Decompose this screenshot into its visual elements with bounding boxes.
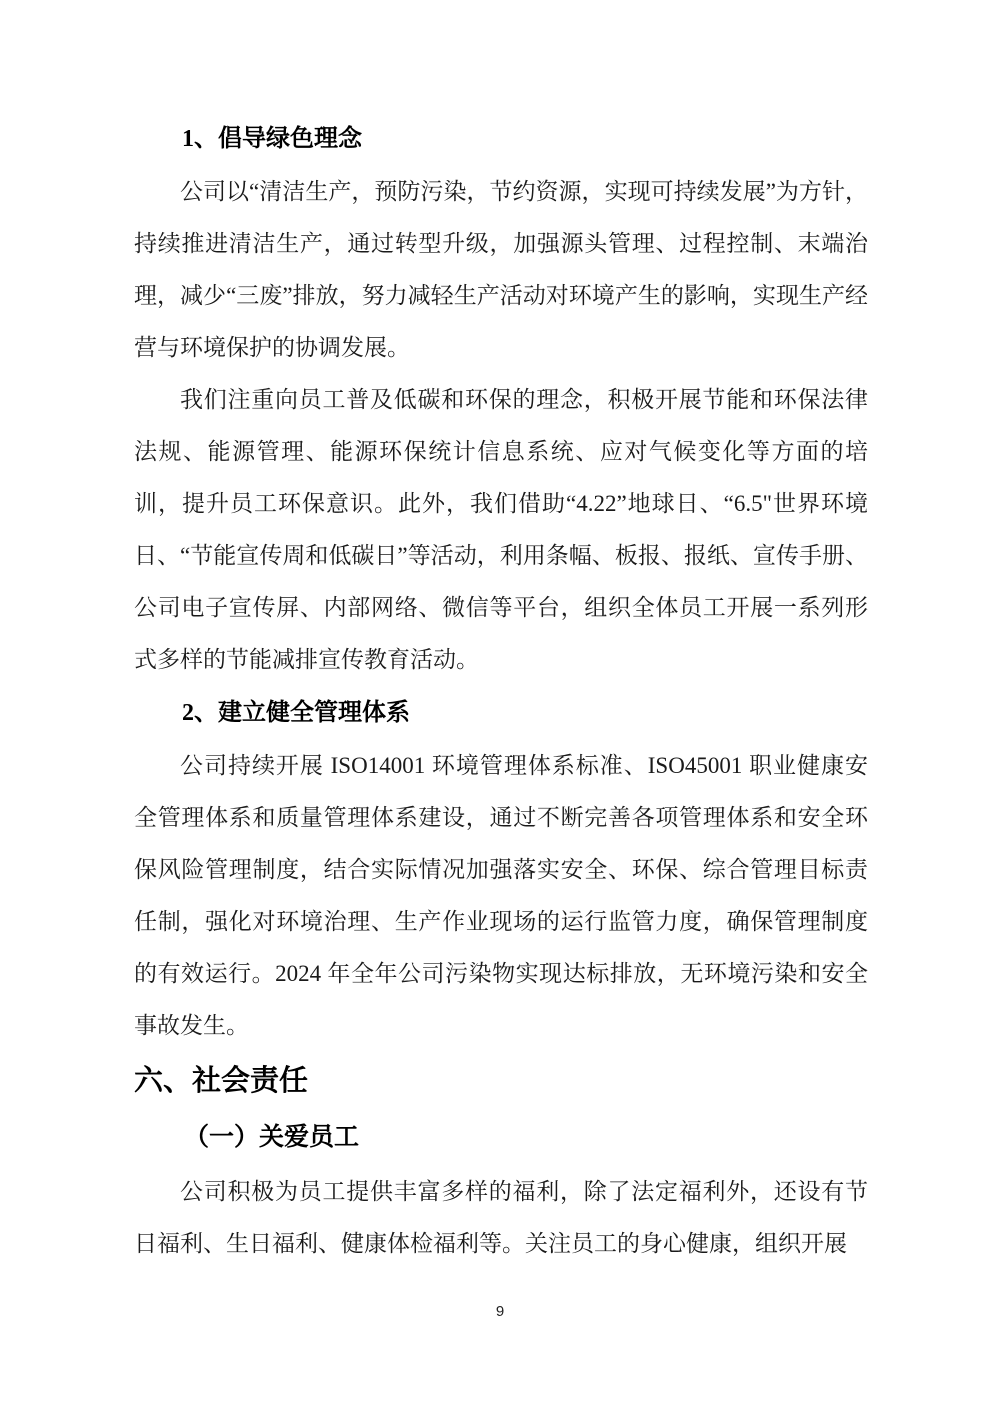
chapter-heading: 六、社会责任 <box>134 1065 309 1097</box>
body-paragraph: 公司持续开展 ISO14001 环境管理体系标准、ISO45001 职业健康安全管理体系和质量管理体系建设，通过不断完善各项管理体系和安全环保风险管理制度，结合实际情况加强落实安全、环保、综合管理目标责任制，强化对环境治理、生产作业现场的运行监管力度，确保管理制度的有效运行。2024 年全年公司污染物实现达标排放，无环境污染和安全事故发生。 <box>134 753 868 1038</box>
body-paragraph: 公司以“清洁生产，预防污染，节约资源，实现可持续发展”为方针，持续推进清洁生产，通过转型升级，加强源头管理、过程控制、末端治理，减少“三废”排放，努力减轻生产活动对环境产生的影响，实现生产经营与环境保护的协调发展。 <box>134 179 868 360</box>
sub-heading: 1、倡导绿色理念 <box>182 126 362 152</box>
body-paragraph: 公司积极为员工提供丰富多样的福利，除了法定福利外，还设有节日福利、生日福利、健康体检福利等。关注员工的身心健康，组织开展 <box>134 1179 868 1256</box>
body-paragraph: 我们注重向员工普及低碳和环保的理念，积极开展节能和环保法律法规、能源管理、能源环保统计信息系统、应对气候变化等方面的培训，提升员工环保意识。此外，我们借助“4.22”地球日、“6.5"世界环境日、“节能宣传周和低碳日”等活动，利用条幅、板报、报纸、宣传手册、公司电子宣传屏、内部网络、微信等平台，组织全体员工开展一系列形式多样的节能减排宣传教育活动。 <box>134 387 868 672</box>
page-footer <box>0 1303 1000 1320</box>
document-content <box>134 112 868 1270</box>
sub-heading: 2、建立健全管理体系 <box>182 700 410 726</box>
page-number: 9 <box>495 1303 505 1320</box>
section-heading: （一）关爱员工 <box>184 1124 360 1151</box>
